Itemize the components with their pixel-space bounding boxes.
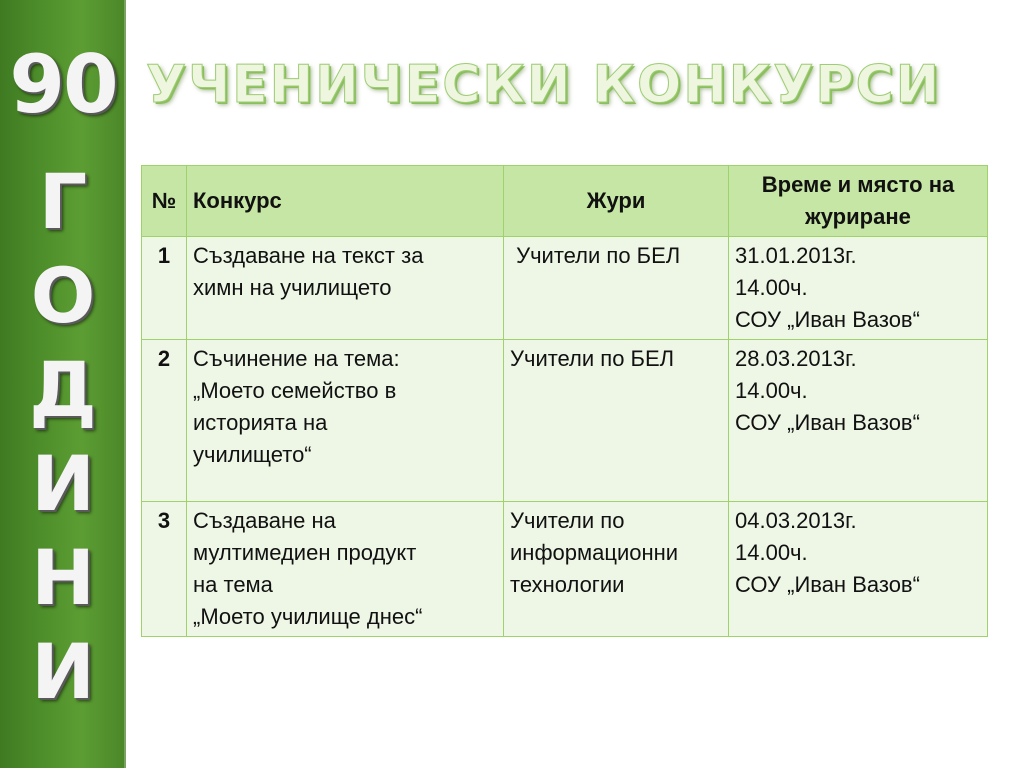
page-title: УЧЕНИЧЕСКИ КОНКУРСИ bbox=[146, 55, 942, 115]
contest-line: на тема bbox=[193, 572, 273, 597]
sidebar-banner bbox=[0, 0, 126, 768]
jury-line: Учители по bbox=[510, 508, 625, 533]
row-contest bbox=[187, 340, 504, 502]
anniversary-letter: Г bbox=[38, 157, 88, 246]
header-jury: Жури bbox=[504, 166, 729, 237]
contest-line: „Моето училище днес“ bbox=[193, 604, 423, 629]
row-number: 2 bbox=[142, 340, 187, 502]
time-line: СОУ „Иван Вазов“ bbox=[735, 572, 920, 597]
contest-line: Създаване на текст за bbox=[193, 243, 424, 268]
table-header-row bbox=[142, 166, 988, 237]
row-time-place bbox=[729, 340, 988, 502]
anniversary-letter: Н bbox=[31, 533, 95, 622]
time-line: 04.03.2013г. bbox=[735, 508, 857, 533]
time-line: 28.03.2013г. bbox=[735, 346, 857, 371]
time-line: СОУ „Иван Вазов“ bbox=[735, 410, 920, 435]
contest-line: „Моето семейство в bbox=[193, 378, 397, 403]
contest-line: мултимедиен продукт bbox=[193, 540, 417, 565]
time-line: 14.00ч. bbox=[735, 378, 808, 403]
anniversary-letter: И bbox=[31, 439, 95, 528]
header-time-line: Време и място на bbox=[761, 172, 955, 197]
header-number: № bbox=[142, 166, 187, 237]
row-contest bbox=[187, 502, 504, 637]
jury-line: Учители по БЕЛ bbox=[510, 243, 681, 268]
anniversary-letter: О bbox=[30, 251, 96, 340]
header-contest: Конкурс bbox=[187, 166, 504, 237]
anniversary-word bbox=[0, 155, 126, 719]
time-line: СОУ „Иван Вазов“ bbox=[735, 307, 920, 332]
contest-line: химн на училището bbox=[193, 275, 392, 300]
row-contest bbox=[187, 237, 504, 340]
jury-line: технологии bbox=[510, 572, 625, 597]
contest-line: Съчинение на тема: bbox=[193, 346, 400, 371]
jury-line: информационни bbox=[510, 540, 679, 565]
row-jury bbox=[504, 237, 729, 340]
row-number: 1 bbox=[142, 237, 187, 340]
time-line: 31.01.2013г. bbox=[735, 243, 857, 268]
anniversary-letter: И bbox=[31, 627, 95, 716]
row-jury bbox=[504, 340, 729, 502]
anniversary-number: 90 bbox=[9, 38, 117, 131]
jury-line: Учители по БЕЛ bbox=[510, 346, 675, 371]
contest-line: училището“ bbox=[193, 442, 312, 467]
row-number: 3 bbox=[142, 502, 187, 637]
anniversary-letter: Д bbox=[29, 345, 97, 434]
contest-line: историята на bbox=[193, 410, 328, 435]
header-time-place bbox=[729, 166, 988, 237]
contests-table bbox=[141, 165, 988, 637]
row-time-place bbox=[729, 502, 988, 637]
time-line: 14.00ч. bbox=[735, 540, 808, 565]
table-row bbox=[142, 340, 988, 502]
contest-line: Създаване на bbox=[193, 508, 336, 533]
header-time-line: журиране bbox=[805, 204, 911, 229]
row-time-place bbox=[729, 237, 988, 340]
table-row bbox=[142, 502, 988, 637]
table-row bbox=[142, 237, 988, 340]
row-jury bbox=[504, 502, 729, 637]
time-line: 14.00ч. bbox=[735, 275, 808, 300]
